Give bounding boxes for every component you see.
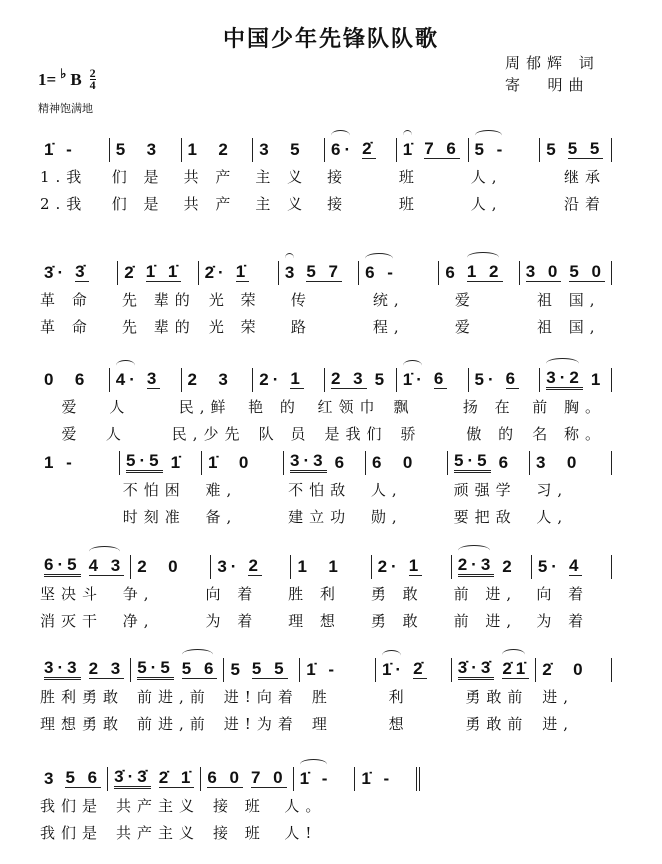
lyric-segment: 进!向着 [223, 688, 299, 706]
measure [200, 767, 292, 791]
lyric-segment: 胜 利 [288, 585, 341, 603]
lyric-segment: 前 进, [453, 612, 518, 630]
lyric-segment: 向 着 [205, 585, 259, 603]
lyric-segment: 接 [327, 195, 349, 213]
note-group: 5 [546, 139, 560, 159]
measure [130, 555, 210, 579]
notes-row [40, 449, 612, 476]
lyric-segment: 骄 [400, 425, 422, 443]
lyric-segment: 人 [105, 425, 127, 443]
lyrics-verse-1 [40, 476, 612, 503]
note-group: 6 [433, 369, 448, 388]
measure [107, 767, 200, 791]
note-group: 5 5 [567, 139, 604, 158]
note-group: 2̇ 0 [542, 659, 587, 679]
lyric-segment: 时刻准 [122, 508, 186, 526]
notes-row [40, 765, 420, 792]
lyric-segment: 前 胸。 [532, 398, 607, 416]
lyric-segment: 革 命 [40, 318, 93, 336]
lyric-segment: 进, [542, 715, 574, 733]
note-group: 1 2 [466, 262, 503, 281]
lyric-segment: 革 命 [40, 291, 93, 309]
note-group: 3 5 [259, 139, 304, 159]
lyric-segment: 班 [398, 195, 420, 213]
measure [40, 368, 109, 392]
note-group: 2 3 [331, 369, 367, 388]
score-system [40, 553, 612, 634]
note-group: 5·5 [137, 659, 174, 680]
note-group: 7 0 [250, 768, 287, 787]
note-group: 1 - [44, 452, 76, 472]
notes-row [40, 553, 612, 580]
lyric-segment: 是我们 [324, 425, 388, 443]
lyric-segment: 民,少先 [171, 425, 246, 443]
measure [451, 658, 536, 682]
lyric-segment: 光 荣 [208, 291, 262, 309]
note-group: 2·3 [458, 556, 495, 577]
note-group: 5·5 [126, 452, 163, 473]
note-group: 1̇ 1̇ [145, 262, 182, 281]
flat-sign: ♭ [60, 65, 67, 81]
note-group: 3·3 [44, 659, 81, 680]
measure [468, 138, 540, 162]
time-bottom: 4 [89, 78, 96, 92]
lyric-segment: 人, [470, 195, 503, 213]
lyric-segment: 前进,前 [137, 688, 211, 706]
lyric-segment: 共 产 [183, 195, 237, 213]
lyric-segment: 进, [542, 688, 574, 706]
note-group: 2̇ [362, 139, 376, 158]
note-group: 3· [217, 556, 241, 576]
note-group: 4· [115, 369, 139, 389]
time-top: 2 [89, 66, 96, 80]
lyric-segment: 先 辈的 [122, 291, 196, 309]
composer-credit: 寄 明曲 [505, 76, 590, 94]
note-group: 6 [334, 452, 349, 472]
lyric-segment: 接 班 [213, 797, 266, 815]
measure [358, 261, 438, 285]
note-group: 5· [474, 369, 498, 389]
note-group: 6·5 [44, 556, 81, 577]
note-group: 6 - [365, 262, 397, 282]
measure [396, 138, 468, 162]
lyric-segment: 不怕困 [122, 481, 186, 499]
lyric-segment: 们 是 [111, 168, 165, 186]
lyric-segment: 传 [290, 291, 312, 309]
song-title: 中国少年先锋队队歌 [222, 26, 439, 52]
measure [40, 451, 119, 475]
lyric-segment: 名 称。 [532, 425, 607, 443]
note-group: 0 6 [44, 369, 89, 389]
note-group: 5 0 [569, 262, 605, 281]
lyric-segment: 人 [109, 398, 131, 416]
lyrics-verse-2 [40, 710, 612, 737]
note-group: 3·2 [546, 369, 583, 390]
measure [130, 658, 223, 682]
measure [40, 261, 117, 285]
lyric-segment: 傲 的 [466, 425, 520, 443]
note-group: 6· [331, 139, 355, 159]
lyric-segment: 2.我 [40, 195, 88, 213]
score-system [40, 366, 612, 447]
lyric-segment: 祖 国, [536, 291, 601, 309]
score-system [40, 259, 612, 340]
lyric-segment: 爱 [40, 398, 83, 416]
note-group: 5· [537, 556, 561, 576]
measure [531, 555, 612, 579]
lyric-segment: 主 义 [255, 195, 309, 213]
lyric-segment: 爱 [454, 291, 476, 309]
lyric-segment: 前进,前 [137, 715, 211, 733]
note-group: 1̇ - [306, 659, 339, 679]
lyric-segment: 为 着 [536, 612, 590, 630]
note-group: 1̇ - [44, 139, 76, 159]
note-group: 2̇ 1̇ [158, 768, 195, 787]
lyric-segment: 向 着 [536, 585, 590, 603]
note-group: 2̇ [124, 262, 138, 282]
note-group: 1̇ [235, 262, 250, 281]
lyric-segment: 先 辈的 [122, 318, 196, 336]
lyric-segment: 为 着 [205, 612, 259, 630]
key-prefix: 1= [38, 69, 57, 89]
note-group: 1̇· [402, 369, 426, 389]
note-group: 5 [230, 659, 244, 679]
lyrics-verse-1 [40, 393, 612, 420]
measure [252, 368, 324, 392]
measure [365, 451, 447, 475]
note-group: 5 5 [251, 659, 288, 678]
lyric-segment: 队 员 [258, 425, 312, 443]
score-system [40, 449, 612, 530]
measure [396, 368, 468, 392]
lyric-segment: 消灭干 [40, 612, 104, 630]
note-group: 5 6 [181, 659, 218, 678]
lyric-segment: 人! [284, 824, 318, 842]
lyric-segment: 继承 [542, 168, 607, 186]
lyrics-verse-1 [40, 286, 612, 313]
note-group: 6 0 [372, 452, 417, 472]
measure [451, 555, 531, 579]
note-group: 2· [259, 369, 283, 389]
note-group: 1 [290, 369, 304, 388]
lyric-segment: 习, [536, 481, 569, 499]
lyric-segment: 人, [536, 508, 569, 526]
lyric-segment: 勋, [370, 508, 403, 526]
note-group: 3̇ [75, 262, 89, 281]
lyric-segment: 勇敢前 [465, 688, 529, 706]
lyric-segment: 净, [122, 612, 155, 630]
lyric-segment: 不怕敌 [288, 481, 352, 499]
lyric-segment: 沿着 [542, 195, 607, 213]
measure [539, 138, 612, 162]
lyric-segment: 统, [372, 291, 405, 309]
measure [109, 138, 181, 162]
lyric-segment: 胜利勇敢 [40, 688, 125, 706]
note-group: 1 [408, 556, 423, 575]
lyric-segment: 理 [311, 715, 333, 733]
measure [201, 451, 283, 475]
note-group: 2 3 [187, 369, 232, 389]
lyric-segment: 我们是 [40, 824, 104, 842]
note-group: 3̇·3̇ [114, 768, 151, 789]
note-group: 5 6 [65, 768, 102, 787]
lyrics-verse-1 [40, 792, 420, 819]
measure [375, 658, 451, 682]
note-group: 3 [146, 369, 161, 388]
measure [223, 658, 299, 682]
notes-row [40, 366, 612, 393]
lyric-segment: 进!为着 [223, 715, 299, 733]
lyric-segment: 艳 的 [248, 398, 301, 416]
note-group: 4 3 [88, 556, 125, 575]
lyrics-verse-2 [40, 819, 420, 846]
lyric-segment: 接 [327, 168, 349, 186]
measure [278, 261, 358, 285]
lyric-segment: 扬 在 [462, 398, 516, 416]
lyric-segment: 共 产 [183, 168, 237, 186]
note-group: 7 6 [424, 139, 460, 158]
note-group: 3·3 [290, 452, 327, 473]
lyric-segment: 要把敌 [453, 508, 517, 526]
note-group: 2̇· [204, 262, 228, 282]
measure [181, 138, 253, 162]
lyric-segment: 难, [205, 481, 238, 499]
note-group: 1̇ - [361, 768, 394, 788]
note-group: 1 1 [297, 556, 342, 576]
note-group: 1̇· [381, 659, 406, 679]
note-group: 2̇1̇ [502, 659, 530, 678]
measure [40, 658, 130, 682]
score-system [40, 765, 420, 846]
measure [468, 368, 540, 392]
lyric-segment: 爱 [454, 318, 476, 336]
measure [324, 368, 396, 392]
note-group: 5 3 [115, 139, 161, 159]
lyric-segment: 争, [122, 585, 155, 603]
lyric-segment: 光 荣 [208, 318, 262, 336]
score-system [40, 656, 612, 737]
lyrics-verse-2 [40, 190, 612, 217]
lyric-segment: 坚决斗 [40, 585, 104, 603]
notes-row [40, 259, 612, 286]
lyric-segment: 备, [205, 508, 238, 526]
note-group: 1̇ [170, 452, 185, 472]
note-group: 1̇ [402, 139, 417, 159]
note-group: 6 0 [207, 768, 243, 787]
measure [198, 261, 278, 285]
lyric-segment: 人, [470, 168, 503, 186]
lyric-segment: 接 班 [213, 824, 266, 842]
lyric-segment: 们 是 [111, 195, 165, 213]
measure [519, 261, 612, 285]
note-group: 5 [374, 369, 389, 389]
measure [299, 658, 375, 682]
measure [529, 451, 612, 475]
measure [354, 767, 420, 791]
notes-row [40, 656, 612, 683]
lyric-segment: 民,鲜 [178, 398, 232, 416]
note-group: 2 [248, 556, 262, 575]
lyric-segment: 飘 [393, 398, 415, 416]
lyric-segment: 祖 国, [536, 318, 601, 336]
measure [535, 658, 612, 682]
measure [109, 368, 181, 392]
note-group: 2· [377, 556, 401, 576]
note-group: 6 [498, 452, 513, 472]
note-group: 2 [502, 556, 516, 576]
time-signature [90, 68, 96, 91]
note-group: 2 0 [137, 556, 182, 576]
measure [181, 368, 253, 392]
note-group: 6 [445, 262, 459, 282]
lyrics-verse-2 [40, 420, 612, 447]
lyric-segment: 胜 [311, 688, 333, 706]
lyricist-credit: 周郁辉 词 [505, 54, 600, 72]
measure [40, 767, 107, 791]
lyric-segment: 路 [290, 318, 312, 336]
note-group: 1 [590, 369, 605, 389]
measure [117, 261, 197, 285]
lyric-segment: 利 [388, 688, 410, 706]
lyric-segment: 勇敢前 [465, 715, 529, 733]
measure [447, 451, 529, 475]
lyrics-verse-1 [40, 163, 612, 190]
note-group: 5·5 [454, 452, 491, 473]
lyric-segment: 共产主义 [116, 797, 201, 815]
note-group: 2̇ [413, 659, 427, 678]
note-group: 4 [568, 556, 583, 575]
note-group: 5 7 [306, 262, 342, 281]
measure [539, 368, 612, 392]
lyric-segment: 理 想 [288, 612, 341, 630]
measure [293, 767, 355, 791]
measure [40, 138, 109, 162]
note-group: 5 - [474, 139, 507, 159]
measure [290, 555, 370, 579]
tempo-marking: 精神饱满地 [38, 102, 93, 115]
lyric-segment: 想 [388, 715, 410, 733]
note-group: 3̇· [44, 262, 68, 282]
note-group: 3 0 [525, 262, 562, 281]
lyrics-verse-1 [40, 683, 612, 710]
lyric-segment: 人。 [284, 797, 327, 815]
lyric-segment: 前 进, [453, 585, 518, 603]
score-system [40, 136, 612, 217]
note-group: 1 2 [187, 139, 232, 159]
lyric-segment: 勇 敢 [370, 612, 424, 630]
lyric-segment: 1.我 [40, 168, 88, 186]
note-group: 6 [505, 369, 520, 388]
measure [40, 555, 130, 579]
measure [324, 138, 396, 162]
measure [210, 555, 290, 579]
lyrics-verse-1 [40, 580, 612, 607]
note-group: 1̇ 0 [208, 452, 253, 472]
note-group: 1̇ - [299, 768, 332, 788]
lyric-segment: 人, [370, 481, 403, 499]
lyric-segment: 班 [398, 168, 420, 186]
lyric-segment: 建立功 [288, 508, 352, 526]
note-group: 3 [44, 768, 58, 788]
lyric-segment: 程, [372, 318, 405, 336]
lyric-segment: 主 义 [255, 168, 309, 186]
measure [371, 555, 451, 579]
measure [283, 451, 365, 475]
lyric-segment: 爱 [40, 425, 83, 443]
lyric-segment: 勇 敢 [370, 585, 424, 603]
note-group: 3 0 [536, 452, 581, 472]
lyric-segment: 共产主义 [116, 824, 201, 842]
note-group: 3 [284, 262, 299, 282]
note-group: 3̇·3̇ [458, 659, 495, 680]
measure [438, 261, 518, 285]
lyric-segment: 我们是 [40, 797, 104, 815]
notes-row [40, 136, 612, 163]
measure [252, 138, 324, 162]
lyric-segment: 顽强学 [453, 481, 517, 499]
lyrics-verse-2 [40, 313, 612, 340]
lyric-segment: 红领巾 [317, 398, 381, 416]
lyrics-verse-2 [40, 607, 612, 634]
key-note: B [70, 69, 82, 89]
measure [119, 451, 201, 475]
lyric-segment: 理想勇敢 [40, 715, 125, 733]
lyrics-verse-2 [40, 503, 612, 530]
key-signature [38, 65, 96, 92]
note-group: 2 3 [88, 659, 125, 678]
